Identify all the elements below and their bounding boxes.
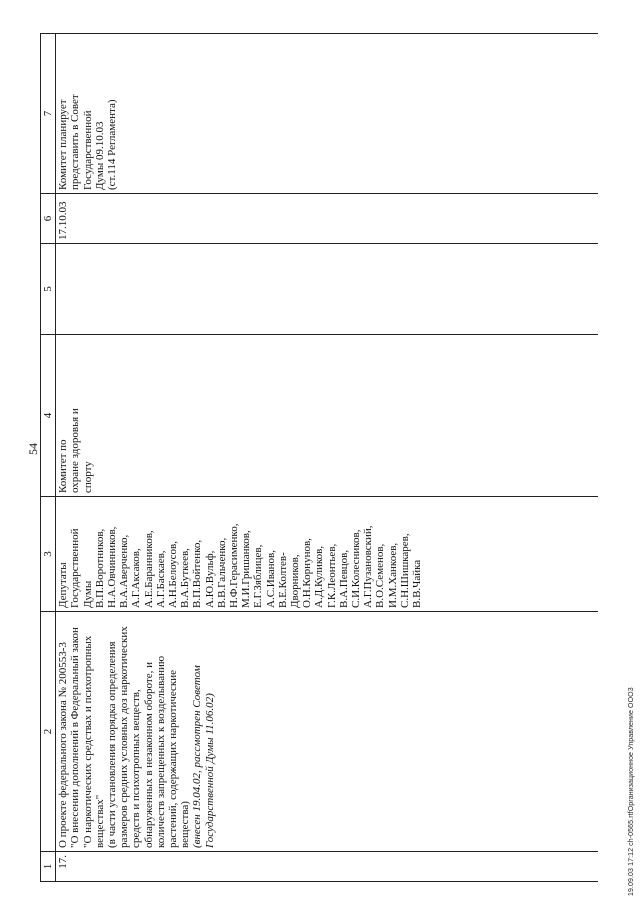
footer-stamp: 19.09.03 17:12 ch-0565.rtfОрганизационное Управление ООО3 <box>628 687 635 896</box>
initiator-line: Г.К.Леонтьев, <box>325 543 338 608</box>
column-5-cell <box>56 244 599 335</box>
description-line: вещества) <box>179 801 192 848</box>
initiator-line: А.Г.Пузановский, <box>362 525 375 608</box>
plan-cell <box>56 34 599 194</box>
title-line: О проекте федерального закона № 200553-3 <box>57 642 70 848</box>
bill-table <box>40 33 598 882</box>
column-number: 1 <box>41 852 56 882</box>
title-line: "О внесении дополнений в Федеральный закон <box>69 627 82 848</box>
initiators-cell <box>56 497 599 612</box>
plan-line: Думы 09.10.03 <box>93 121 106 190</box>
initiator-line: М.И.Гришанков, <box>240 530 253 608</box>
initiator-line: В.Е.Колтев- <box>276 552 289 608</box>
initiator-line: А.Г.Баскаев, <box>154 550 167 608</box>
initiator-line: А.С.Иванов, <box>264 550 277 608</box>
initiator-line: В.В.Чайка <box>411 559 424 608</box>
initiator-line: В.П.Войтенко, <box>191 539 204 608</box>
initiator-line: С.Н.Шишкарев, <box>398 533 411 608</box>
initiator-line: В.П.Воротников, <box>93 528 106 608</box>
plan-line: Комитет планирует <box>57 99 70 190</box>
initiator-line: Н.Ф.Герасименко, <box>228 523 241 608</box>
committee-line: Комитет по <box>57 439 70 493</box>
committee-line: охране здоровья и <box>69 408 82 493</box>
initiator-line: А.Ю.Вульф, <box>203 550 216 608</box>
description-line: растений, содержащих наркотические <box>167 669 180 848</box>
initiator-line: Е.Г.Зяблицев, <box>252 544 265 608</box>
initiator-line: А.Д.Куликов, <box>313 545 326 608</box>
page-number: 54 <box>26 443 40 455</box>
column-number: 5 <box>41 244 56 335</box>
date-cell: 17.10.03 <box>56 194 599 244</box>
entry-number: 17. <box>56 852 599 882</box>
bill-description <box>56 612 599 852</box>
status-line: (внесен 19.04.02, рассмотрен Советом <box>191 665 204 848</box>
column-number: 3 <box>41 497 56 612</box>
initiator-line: В.А.Певцов, <box>337 549 350 608</box>
committee-line: спорту <box>81 461 94 493</box>
initiator-line: Дворников, <box>289 554 302 608</box>
initiator-line: Н.А.Овчинников, <box>106 526 119 608</box>
initiator-line: В.О.Семенов, <box>374 543 387 608</box>
initiator-line: О.Н.Корнунов, <box>301 538 314 608</box>
column-number: 4 <box>41 335 56 497</box>
status-line: Государственной Думы 11.06.02) <box>203 693 216 848</box>
plan-line: (ст.114 Регламента) <box>106 99 119 190</box>
initiator-line: Государственной <box>69 528 82 608</box>
description-line: размеров средних условных доз наркотических <box>118 626 131 848</box>
committee-cell <box>56 335 599 497</box>
initiator-line: В.В.Гальченко, <box>215 537 228 608</box>
initiator-line: А.Н.Белоусов, <box>167 541 180 608</box>
plan-line: Государственной <box>81 110 94 190</box>
initiator-line: И.М.Ханкоев, <box>386 542 399 608</box>
column-number-row <box>41 34 56 882</box>
title-line: веществах" <box>93 794 106 848</box>
description-line: количеств запрещенных к возделыванию <box>154 655 167 848</box>
initiator-line: Депутаты <box>57 562 70 608</box>
description-line: средств и психотропных веществ, <box>130 689 143 848</box>
initiator-line: А.Е.Баранников, <box>142 530 155 608</box>
initiator-line: Думы <box>81 580 94 608</box>
title-line: "О наркотических средствах и психотропных <box>81 635 94 848</box>
initiator-line: А.Г.Аксаков, <box>130 548 143 608</box>
description-line: обнаруженных в незаконном обороте, и <box>142 662 155 848</box>
initiator-line: В.А.Аверченко, <box>118 534 131 608</box>
column-number: 7 <box>41 34 56 194</box>
column-number: 2 <box>41 612 56 852</box>
table-row <box>56 34 599 882</box>
column-number: 6 <box>41 194 56 244</box>
plan-line: представить в Совет <box>69 94 82 190</box>
description-line: (в части установления порядка определения <box>106 641 119 848</box>
initiator-line: В.А.Буткеев, <box>179 548 192 608</box>
initiator-line: С.И.Колесников, <box>350 529 363 608</box>
